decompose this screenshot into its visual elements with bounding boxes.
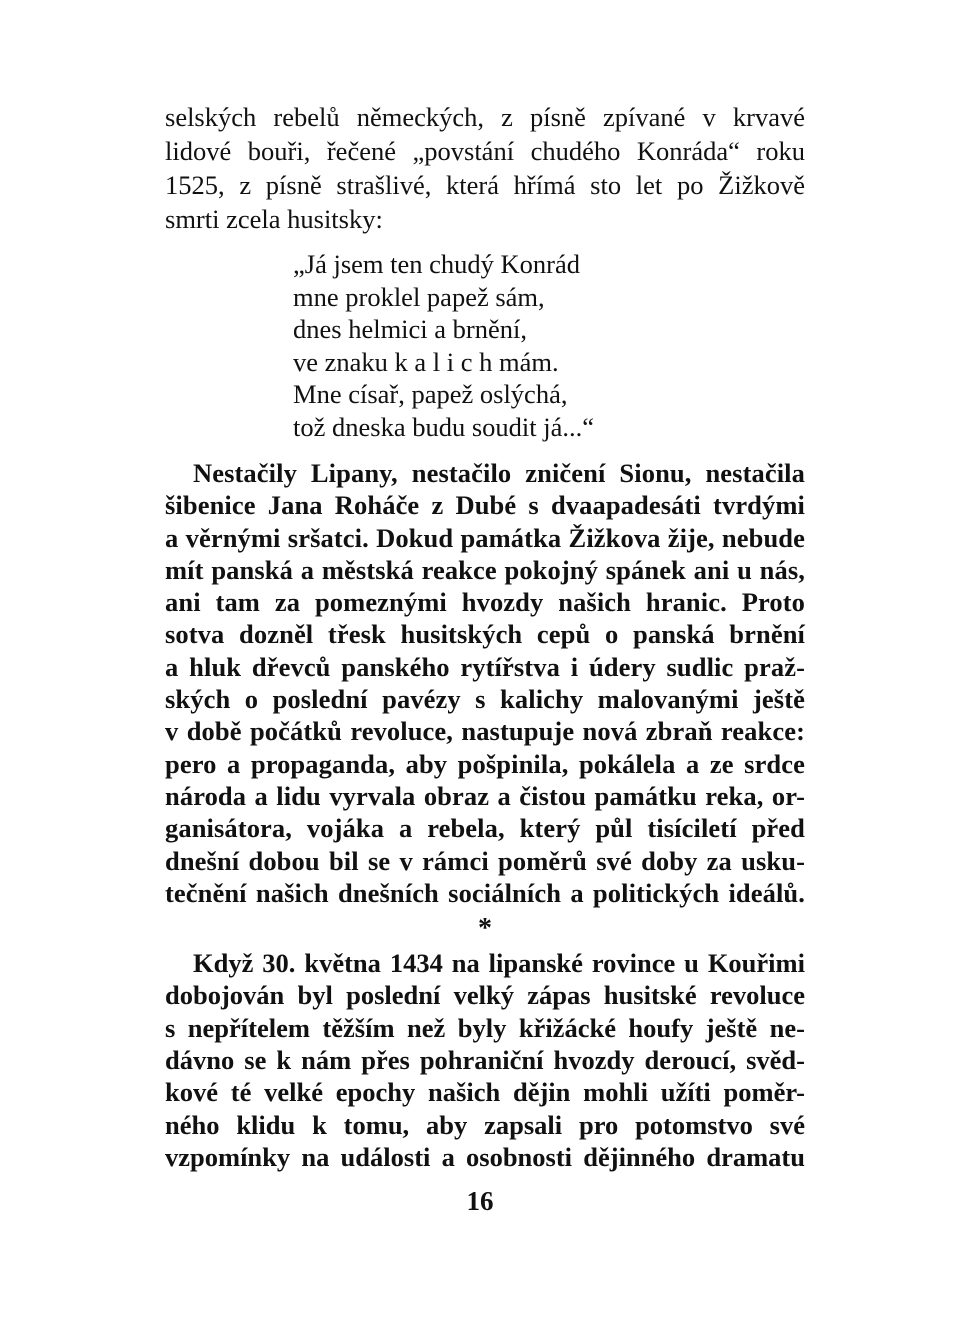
text-line: lidové bouři, řečené „povstání chudého Konráda“ roku [165,136,805,166]
verse-quote [293,248,805,443]
text-line: dávno se k nám přes pohraniční hvozdy deroucí, svěd- [165,1045,805,1076]
page-number: 16 [466,1186,494,1216]
text-line: v době počátků revoluce, nastupuje nová zbraň reakce: [165,716,805,747]
text-line: mít panská a městská reakce pokojný spánek ani u nás, [165,554,805,585]
text-line: sotva dozněl třesk husitských cepů o panská brnění [165,619,805,650]
verse-line: mne proklel papež sám, [293,281,545,312]
text-line: ských o poslední pavézy s kalichy malovanými ještě [165,684,805,715]
text-line: ného klidu k tomu, aby zapsali pro potomstvo své [165,1109,805,1140]
text-line: šibenice Jana Roháče z Dubé s dvaapadesáti tvrdými [165,490,805,521]
text-line: dobojován byl poslední velký zápas husitské revoluce [165,980,805,1011]
text-line: ani tam za pomeznými hvozdy našich hranic. Proto [165,587,805,618]
text-line: kové té velké epochy našich dějin mohli užíti poměr- [165,1077,805,1108]
text-line: a hluk dřevců panského rytířstva i údery sudlic praž- [165,651,805,682]
text-line: Nestačily Lipany, nestačilo zničení Sionu, nestačila [193,458,805,488]
paragraph-lipany [165,947,805,1173]
text-line: Když 30. května 1434 na lipanské rovince u Kouřimi [193,948,805,979]
text-line: tečnění našich dnešních sociálních a politických ideálů. [165,877,805,908]
section-separator: * [478,913,492,945]
paragraph-intro [165,100,805,236]
verse-line: ve znaku k a l i c h mám. [293,346,559,377]
paragraph-main [165,457,805,909]
text-line: pero a propaganda, aby pošpinila, pokálela a ze srdce [165,748,805,779]
verse-line: dnes helmici a brnění, [293,314,528,344]
text-line: s nepřítelem těžším než byly křižácké houfy ještě ne- [165,1012,805,1043]
text-line: a věrnými sršatci. Dokud památka Žižkova žije, nebude [165,522,805,553]
text-line: ganisátora, vojáka a rebela, který půl tisíciletí před [165,813,805,844]
text-line: selských rebelů německých, z písně zpívané v krvavé [165,102,805,132]
verse-line: tož dneska budu soudit já...“ [293,411,595,442]
verse-line: Mne císař, papež oslýchá, [293,379,568,409]
text-line: vzpomínky na události a osobnosti dějinného dramatu [165,1141,805,1172]
text-line: smrti zcela husitsky: [165,204,383,234]
verse-line: „Já jsem ten chudý Konrád [293,249,580,279]
text-line: dnešní dobou bil se v rámci poměrů své doby za usku- [165,845,805,876]
page-text-block [165,100,805,1173]
text-line: národa a lidu vyrvala obraz a čistou památku reka, or- [165,780,805,811]
text-line: 1525, z písně strašlivé, která hřímá sto let po Žižkově [165,170,805,200]
